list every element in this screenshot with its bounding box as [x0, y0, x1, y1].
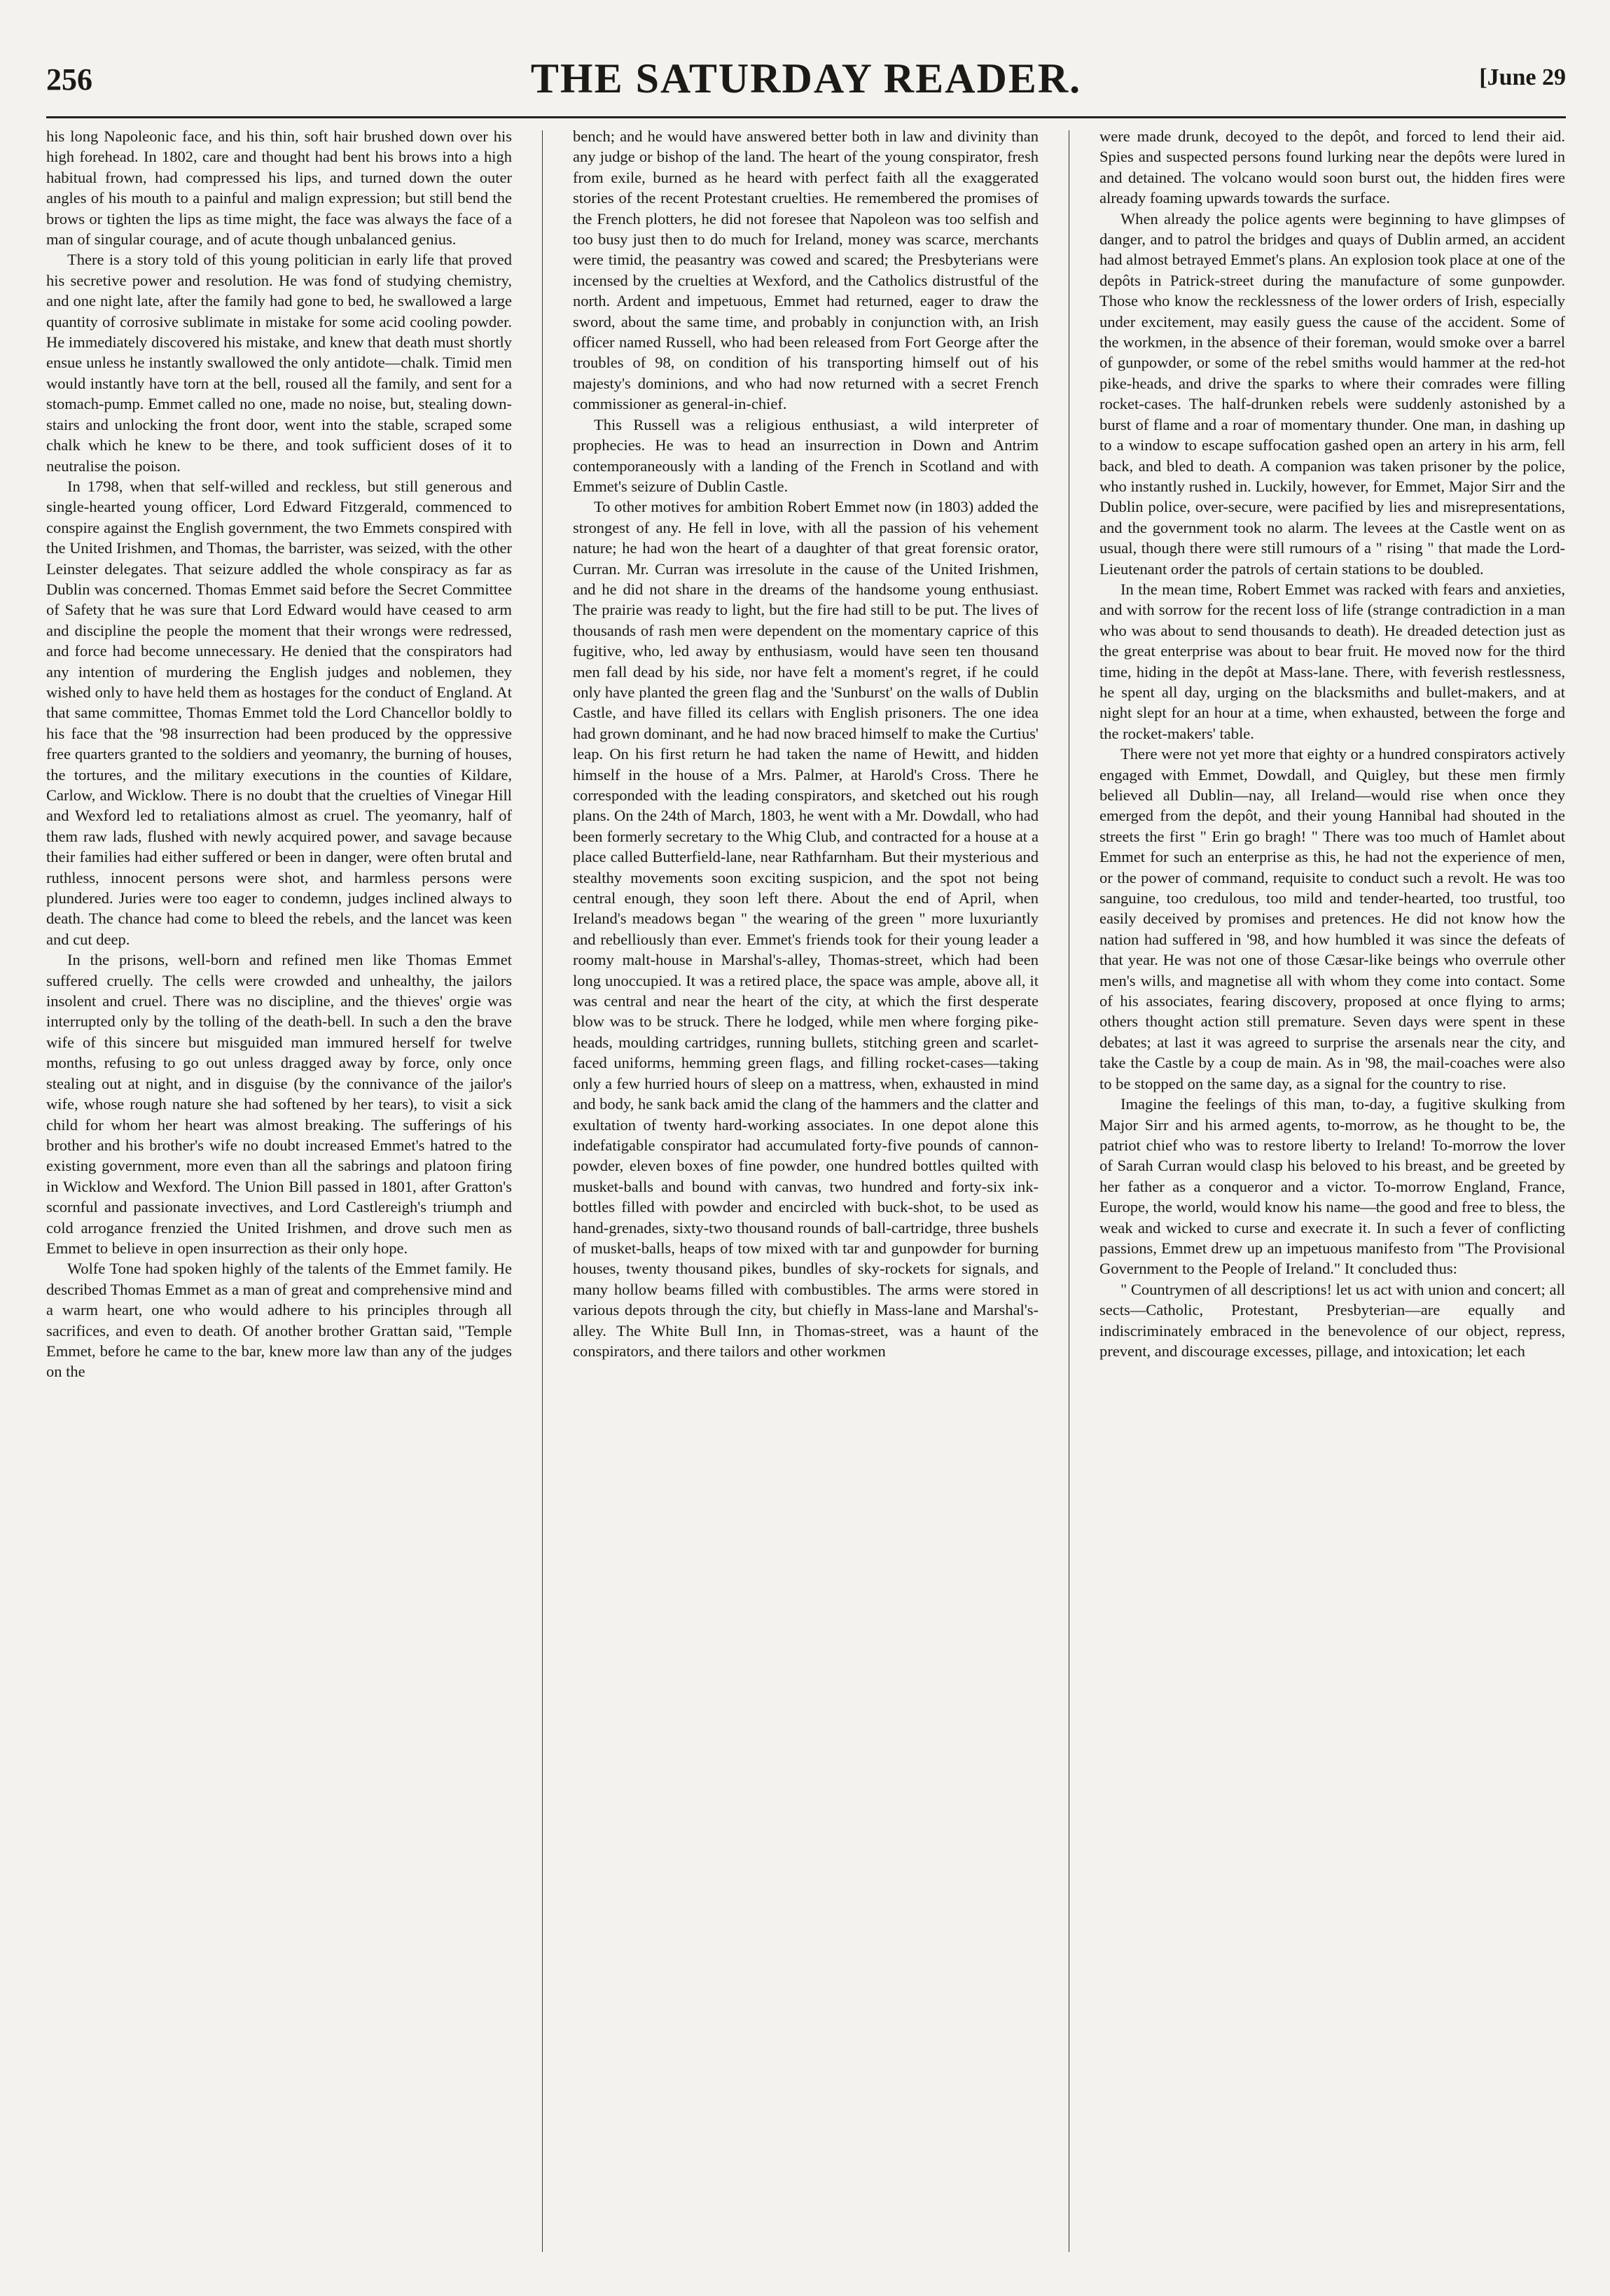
paragraph: In the prisons, well-born and refined men like Thomas Emmet suffered cruelly. The cells were crowded and unhealthy, the jailors insolent and cruel. There was no discipline, and the thieves' orgie was interrupted only by the tolling of the death-bell. In such a den the brave wife of this sincere but misguided man immured herself for twelve months, refusing to go out unless dragged away by force, only once stealing out at night, and in disguise (by the connivance of the jailor's wife, whose rough nature she had softened by her tears), to visit a sick child for whom her heart was almost breaking. The sufferings of his brother and his brother's wife no doubt increased Emmet's hatred to the existing government, more even than all the sabrings and platoon firing in Wicklow and Wexford. The Union Bill passed in 1801, after Gratton's scornful and passionate invectives, and Lord Castlereigh's triumph and cold arrogance frenzied the United Irishmen, and drove such men as Emmet to believe in open insurrection as their only hope. [46, 951, 512, 1257]
header-rule [46, 116, 1566, 118]
paragraph: To other motives for ambition Robert Emmet now (in 1803) added the strongest of any. He fell in love, with all the passion of his vehement nature; he had won the heart of a daughter of that great forensic orator, Curran. Mr. Curran was irresolute in the cause of the United Irishmen, and he did not share in the dreams of the handsome young enthusiast. The prairie was ready to light, but the fire had still to be put. The lives of thousands of rash men were dependent on the momentary caprice of this fugitive, who, led away by enthusiasm, would have seen ten thousand men fall dead by his side, nor have felt a moment's regret, if he could only have planted the green flag and the 'Sunburst' on the walls of Dublin Castle, and have filled its cellars with English prisoners. The one idea had grown dominant, and he had now braced himself to make the Curtius' leap. On his first return he had taken the name of Hewitt, and hidden himself in the house of a Mrs. Palmer, at Harold's Cross. There he corresponded with the leading conspirators, and sketched out his rough plans. On the 24th of March, 1803, he went with a Mr. Dowdall, who had been formerly secretary to the Whig Club, and contracted for a house at a place called Butterfield-lane, near Rathfarnham. But their mysterious and stealthy movements soon exciting suspicion, and the spot not being central enough, they soon left there. About the end of April, when Ireland's meadows began " the wearing of the green " more luxuriantly and rebelliously than ever. Emmet's friends took for their young leader a roomy malt-house in Marshal's-alley, Thomas-street, which had been long unoccupied. It was a retired place, the space was ample, above all, it was central and near the heart of the city, at which the first desperate blow was to be struck. There he lodged, while men where forging pike-heads, moulding cartridges, running bullets, stitching green and scarlet-faced uniforms, hemming green flags, and filling rocket-cases—taking only a few hurried hours of sleep on a mattress, when, exhausted in mind and body, he sank back amid the clang of the hammers and the clatter and exultation of twenty hard-working associates. In one depot alone this indefatigable conspirator had accumulated forty-five pounds of cannon-powder, eleven boxes of fine powder, one hundred bottles quilted with musket-balls and bound with canvas, two hundred and forty-six ink-bottles filled with powder and encircled with buck-shot, to be used as hand-grenades, sixty-two thousand rounds of ball-cartridge, three bushels of musket-balls, heaps of tow mixed with tar and gunpowder for burning houses, twenty thousand pikes, bundles of sky-rockets for signals, and many hollow beams filled with combustibles. The arms were stored in various depots through the city, but chiefly in Mass-lane and Marshal's-alley. The White Bull Inn, in Thomas-street, was a haunt of the conspirators, and there tailors and other workmen [573, 498, 1039, 1360]
paragraph: Wolfe Tone had spoken highly of the talents of the Emmet family. He described Thomas Emmet as a man of great and comprehensive mind and a warm heart, one who would adhere to his principles through all sacrifices, and even to death. Of another brother Grattan said, "Temple Emmet, before he came to the bar, knew more law than any of the judges on the [46, 1260, 512, 1381]
paragraph: In the mean time, Robert Emmet was racked with fears and anxieties, and with sorrow for the recent loss of life (strange contradiction in a man who was about to send thousands to death). He dreaded detection just as the great enterprise was about to bear fruit. He moved now for the third time, hiding in the depôt at Mass-lane. There, with feverish restlessness, he spent all day, urging on the blacksmiths and bullet-makers, and at night slept for an hour at a time, when exhausted, between the forge and the rocket-makers' table. [1099, 580, 1565, 742]
paragraph: Imagine the feelings of this man, to-day, a fugitive skulking from Major Sirr and his armed agents, to-morrow, as he thought to be, the patriot chief who was to restore liberty to Ireland! To-morrow the lover of Sarah Curran would clasp his beloved to his breast, and be greeted by her father as a conqueror and a victor. To-morrow England, France, Europe, the world, would know his name—the good and free to bless, the weak and wicked to curse and execrate it. In such a fever of conflicting passions, Emmet drew up an impetuous manifesto from "The Provisional Government to the People of Ireland." It concluded thus: [1099, 1095, 1565, 1278]
page-header [46, 49, 1566, 112]
paragraph: When already the police agents were beginning to have glimpses of danger, and to patrol the bridges and quays of Dublin armed, an accident had almost betrayed Emmet's plans. An explosion took place at one of the depôts in Patrick-street during the manufacture of some gunpowder. Those who know the recklessness of the lower orders of Irish, especially under excitement, may easily guess the cause of the accident. Some of the workmen, in the absence of their foreman, would smoke over a barrel of gunpowder, or some of the rebel smiths would hammer at the red-hot pike-heads, and drive the sparks to where their comrades were filling rocket-cases. The half-drunken rebels were suddenly astonished by a burst of flame and a roar of momentary thunder. One man, in dashing up to a window to escape suffocation gashed open an artery in his arm, fell back, and bled to death. A companion was taken prisoner by the police, who instantly rushed in. Luckily, however, for Emmet, Major Sirr and the Dublin police, over-secure, were pacified by lies and misrepresentations, and the government took no alarm. The levees at the Castle went on as usual, though there were still rumours of a " rising " that made the Lord-Lieutenant order the patrols of certain stations to be doubled. [1099, 209, 1565, 578]
page-number: 256 [46, 62, 92, 97]
paragraph: There is a story told of this young politician in early life that proved his secretive power and resolution. He was fond of studying chemistry, and one night late, after the family had gone to bed, he swallowed a large quantity of corrosive sublimate in mistake for some acid cooling powder. He immediately discovered his mistake, and knew that death must shortly ensue unless he instantly swallowed the only antidote—chalk. Timid men would instantly have torn at the bell, roused all the family, and sent for a stomach-pump. Emmet called no one, made no noise, but, stealing down-stairs and unlocking the front door, went into the stable, scraped some chalk which he knew to be there, and took sufficient doses of it to neutralise the poison. [46, 251, 512, 475]
paragraph: bench; and he would have answered better both in law and divinity than any judge or bishop of the land. The heart of the young conspirator, fresh from exile, burned as he heard with perfect faith all the exaggerated stories of the recent Protestant cruelties. He remembered the promises of the French plotters, he did not foresee that Napoleon was too selfish and too busy just then to do much for Ireland, money was scarce, merchants were timid, the peasantry was cowed and scared; the Presbyterians were incensed by the cruelties at Wexford, and the Catholics distrustful of the north. Ardent and impetuous, Emmet had returned, eager to draw the sword, about the same time, and probably in conjunction with, an Irish officer named Russell, who had been released from Fort George after the troubles of 98, on condition of his transporting himself out of his majesty's dominions, and who had now returned with a secret French commissioner as general-in-chief. [573, 127, 1039, 413]
masthead-title: THE SATURDAY READER. [530, 55, 1082, 102]
paragraph: In 1798, when that self-willed and reckless, but still generous and single-hearted young officer, Lord Edward Fitzgerald, commenced to conspire against the English government, the two Emmets conspired with the United Irishmen, and Thomas, the barrister, was seized, with the other Leinster delegates. That seizure addled the whole conspiracy as far as Dublin was concerned. Thomas Emmet said before the Secret Committee of Safety that he was sure that Lord Edward would have ceased to arm and discipline the people the moment that their wrongs were redressed, and force had become unnecessary. He denied that the conspirators had any intention of murdering the English judges and noblemen, they wished only to have held them as hostages for the conduct of England. At that same committee, Thomas Emmet told the Lord Chancellor boldly to his face that the '98 insurrection had been produced by the oppressive free quarters granted to the soldiers and yeomanry, the burning of houses, the tortures, and the military executions in the counties of Kildare, Carlow, and Wicklow. There is no doubt that the cruelties of Vinegar Hill and Wexford led to retaliations almost as cruel. The yeomanry, half of them raw lads, flushed with newly acquired power, and savage because their families had either suffered or been in danger, were often brutal and ruthless, innocent persons were shot, and harmless persons were plundered. Juries were too eager to condemn, judges inclined always to death. The chance had come to bleed the rebels, and the lancet was keen and cut deep. [46, 477, 512, 948]
issue-date: [June 29 [1479, 64, 1566, 90]
text-column-1 [46, 126, 512, 2255]
paragraph: were made drunk, decoyed to the depôt, and forced to lend their aid. Spies and suspected persons found lurking near the depôts were lured in and detained. The volcano would soon burst out, the hidden fires were already foaming upwards towards the surface. [1099, 127, 1565, 207]
text-column-3 [1099, 126, 1565, 2255]
paragraph: his long Napoleonic face, and his thin, soft hair brushed down over his high forehead. In 1802, care and thought had bent his brows into a high habitual frown, had compressed his lips, and turned down the outer angles of his mouth to a painful and malign expression; but still bend the brows or tighten the lips as time might, the face was always the face of a man of singular courage, and of acute though unbalanced genius. [46, 127, 512, 249]
article-columns [46, 126, 1566, 2255]
text-column-2 [573, 126, 1039, 2255]
column-divider [542, 130, 543, 2252]
paragraph: " Countrymen of all descriptions! let us act with union and concert; all sects—Catholic, Protestant, Presbyterian—are equally and indiscriminately embraced in the benevolence of our object, repress, prevent, and discourage excesses, pillage, and intoxication; let each [1099, 1280, 1565, 1360]
paragraph: This Russell was a religious enthusiast, a wild interpreter of prophecies. He was to head an insurrection in Down and Antrim contemporaneously with a landing of the French in Scotland and with Emmet's seizure of Dublin Castle. [573, 415, 1039, 495]
paragraph: There were not yet more that eighty or a hundred conspirators actively engaged with Emmet, Dowdall, and Quigley, but these men firmly believed all Dublin—nay, all Ireland—would rise when once they emerged from the depôt, and their young Hannibal had shouted in the streets the first " Erin go bragh! " There was too much of Hamlet about Emmet for such an enterprise as this, he had not the experience of men, or the power of command, requisite to conduct such a revolt. He was too sanguine, too credulous, too mild and tender-hearted, too trustful, too easily deceived by promises and pretences. He did not know how the nation had suffered in '98, and how humbled it was since the defeats of that year. He was not one of those Cæsar-like beings who overrule other men's wills, and magnetise all with whom they come into contact. Some of his associates, fearing discovery, proposed at once flying to arms; others thought action still premature. Seven days were spent in these debates; at last it was agreed to surprise the arsenals near the city, and take the Castle by a coup de main. As in '98, the mail-coaches were also to be stopped on the same day, as a signal for the country to rise. [1099, 745, 1565, 1092]
